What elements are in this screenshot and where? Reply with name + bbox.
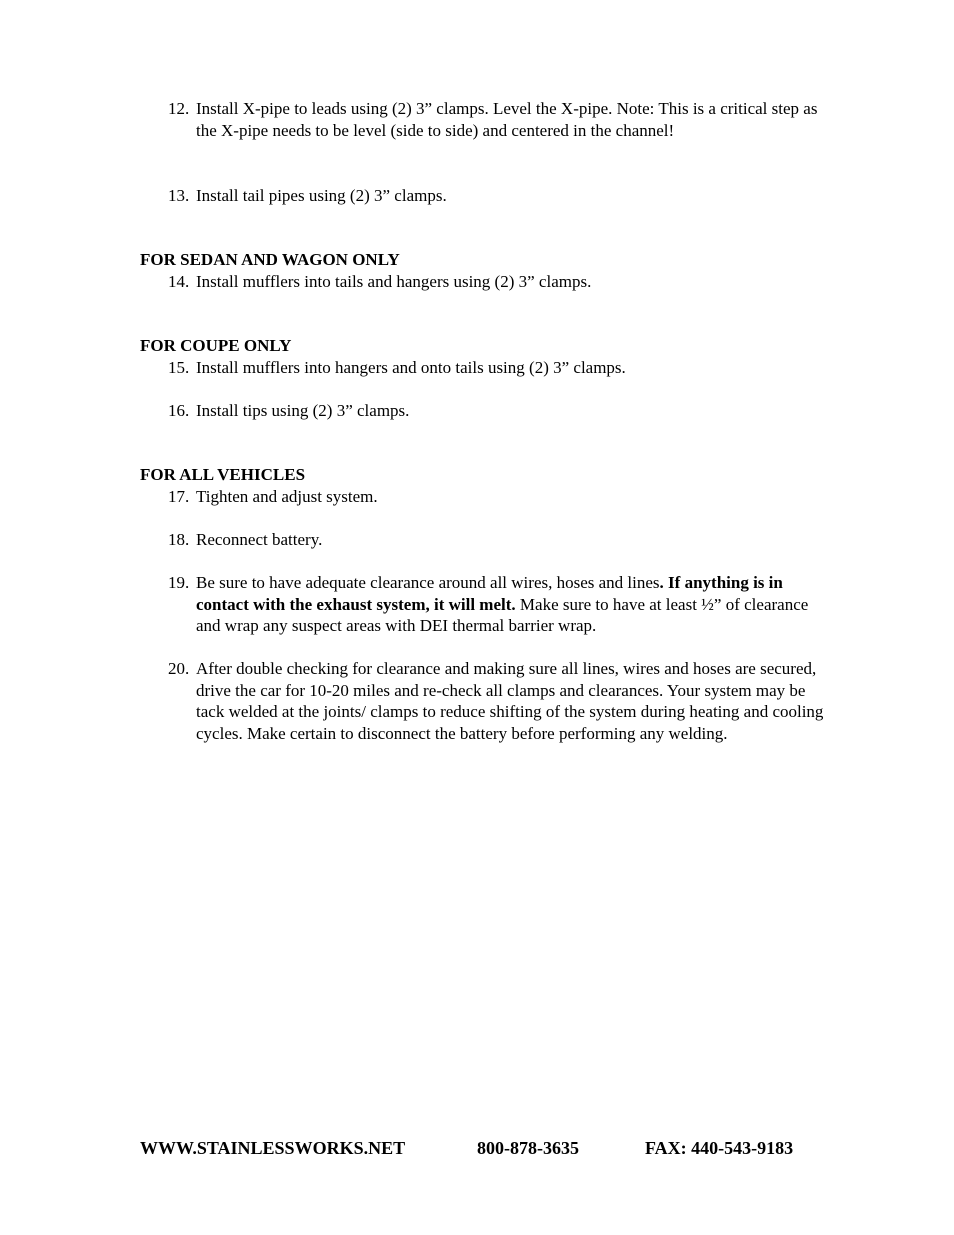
heading-sedan-wagon: FOR SEDAN AND WAGON ONLY: [140, 250, 400, 269]
step-number: 17.: [168, 487, 190, 506]
step-17: [168, 486, 828, 508]
step-text: Install tail pipes using (2) 3” clamps.: [196, 186, 447, 205]
step-text: [196, 572, 828, 637]
step-text: Install tips using (2) 3” clamps.: [196, 401, 410, 420]
footer-fax: FAX: 440-543-9183: [645, 1138, 794, 1158]
step-text: Install mufflers into tails and hangers using (2) 3” clamps.: [196, 272, 592, 291]
step-16: [168, 400, 828, 422]
step-number: 19.: [168, 573, 190, 592]
step-19: [168, 572, 828, 637]
step-13: [168, 185, 828, 207]
step-text-part: Be sure to have adequate clearance around all wires, hoses and lines: [196, 573, 660, 592]
step-number: 14.: [168, 272, 190, 291]
heading-coupe: FOR COUPE ONLY: [140, 336, 292, 355]
step-text: Install mufflers into hangers and onto tails using (2) 3” clamps.: [196, 358, 626, 377]
step-20: [168, 658, 828, 744]
warning-text: . If anything is in contact with the exhaust system, it will melt.: [196, 573, 783, 614]
step-18: [168, 529, 828, 551]
step-number: 20.: [168, 659, 190, 678]
step-15: [168, 357, 828, 379]
step-text: Install X-pipe to leads using (2) 3” clamps. Level the X-pipe. Note: This is a critical step as the X-pipe needs to be level (side to side) and centered in the channel!: [196, 99, 818, 140]
step-number: 13.: [168, 186, 190, 205]
step-text: After double checking for clearance and making sure all lines, wires and hoses are secured, drive the car for 10-20 miles and re-check all clamps and clearances. Your system may be tack welded at the joints/ clamps to reduce shifting of the system during heating and cooling cycles. Make certain to disconnect the battery before performing any welding.: [196, 659, 824, 743]
step-text: Tighten and adjust system.: [196, 487, 378, 506]
footer-website: WWW.STAINLESSWORKS.NET: [140, 1138, 406, 1158]
step-number: 18.: [168, 530, 190, 549]
heading-all-vehicles: FOR ALL VEHICLES: [140, 465, 306, 484]
step-14: [168, 271, 828, 293]
step-text: Reconnect battery.: [196, 530, 323, 549]
step-number: 12.: [168, 99, 190, 118]
step-12: [168, 98, 828, 141]
step-number: 15.: [168, 358, 190, 377]
footer-phone: 800-878-3635: [477, 1138, 579, 1158]
step-number: 16.: [168, 401, 190, 420]
step-text-part: Make sure to have at least ½” of clearance and wrap any suspect areas with DEI thermal barrier wrap.: [196, 594, 809, 636]
